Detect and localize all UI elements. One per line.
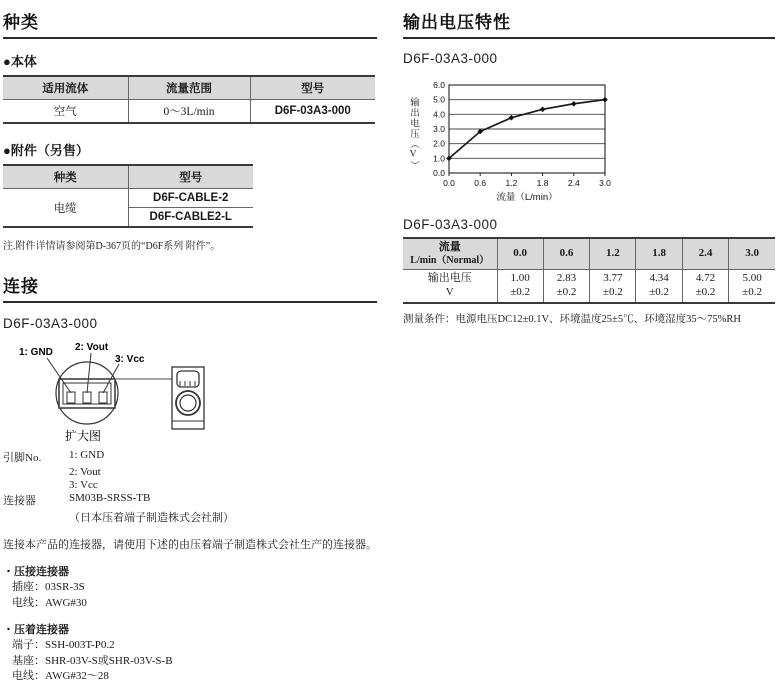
voltage-cell-0 <box>497 270 543 303</box>
svg-text:3.0: 3.0 <box>433 124 445 134</box>
svg-text:0.0: 0.0 <box>443 178 455 188</box>
cell-model: D6F-03A3-000 <box>250 100 375 124</box>
press-connector-block <box>3 623 377 685</box>
voltage-tolerance: ±0.2 <box>602 286 623 298</box>
flow-header-2: 1.2 <box>590 238 636 270</box>
flow-header-5: 3.0 <box>729 238 775 270</box>
voltage-tolerance: ±0.2 <box>695 286 716 298</box>
subsection-accessory: ●附件（另售） <box>3 143 89 158</box>
diagram-caption: 扩大图 <box>65 429 102 443</box>
corner-bottom: L/min（Normal） <box>410 254 490 266</box>
svg-text:2.0: 2.0 <box>433 138 445 149</box>
connector-row <box>3 492 377 508</box>
pin-assignment-block <box>3 449 377 525</box>
crimp-connector-block <box>3 565 377 611</box>
row-label-bottom: V <box>445 286 454 298</box>
svg-text:2.4: 2.4 <box>567 178 580 188</box>
svg-text:5.0: 5.0 <box>433 94 445 105</box>
pin-row <box>3 479 377 491</box>
cell-flow-range: 0～3L/min <box>128 100 250 124</box>
voltage-cell-4 <box>682 270 728 303</box>
output-voltage-chart <box>403 75 775 203</box>
diagram-pin1-label: 1: GND <box>19 347 53 358</box>
press-base: 基座：SHR-03V-S或SHR-03V-S-B <box>12 654 173 667</box>
voltage-value: 2.83 <box>556 272 577 285</box>
voltage-table <box>403 237 775 304</box>
diagram-pin2-label: 2: Vout <box>75 342 109 353</box>
section-title-connection: 连接 <box>3 270 377 303</box>
accessory-note: 注.附件详情请参阅第D-367页的“D6F系列 附件”。 <box>3 241 221 252</box>
header-flow-range: 流量范围 <box>128 76 250 100</box>
row-label-top: 输出电压 <box>427 272 472 285</box>
connection-paragraph: 连接本产品的连接器，请使用下述的由压着端子制造株式会社生产的连接器。 <box>3 539 377 551</box>
svg-text:6.0: 6.0 <box>433 80 445 90</box>
pin2-value: 2: Vout <box>69 466 101 478</box>
subsection-body: ●本体 <box>3 54 37 69</box>
right-column <box>403 6 775 326</box>
pin-row <box>3 466 377 478</box>
body-spec-table <box>3 75 375 124</box>
press-wire: 电线：AWG#32～28 <box>12 670 109 683</box>
voltage-value: 3.77 <box>603 272 623 285</box>
accessory-table <box>3 164 253 228</box>
flow-header-1: 0.6 <box>543 238 589 270</box>
connector-maker-row <box>3 509 377 525</box>
pin-no-label: 引脚No. <box>3 452 42 464</box>
table-header-row <box>3 165 253 189</box>
svg-text:3.0: 3.0 <box>599 178 611 188</box>
chart-y-axis-label: 输出电压（V） <box>408 97 418 171</box>
voltage-cell-3 <box>636 270 682 303</box>
table-header-row <box>3 76 375 100</box>
svg-text:1.0: 1.0 <box>433 153 445 164</box>
header-model: 型号 <box>128 165 253 189</box>
measurement-conditions-note: 测量条件：电源电压DC12±0.1V、环境温度25±5℃、环境湿度35～75%RH <box>403 313 741 325</box>
voltage-tolerance: ±0.2 <box>510 286 531 298</box>
section-title-types: 种类 <box>3 6 377 39</box>
row-label-cell <box>403 270 497 303</box>
svg-text:0.6: 0.6 <box>474 178 487 188</box>
cell-fluid: 空气 <box>3 100 128 124</box>
connector-model: SM03B-SRSS-TB <box>69 492 151 504</box>
crimp-socket: 插座：03SR-3S <box>12 581 85 594</box>
flow-header-3: 1.8 <box>636 238 682 270</box>
svg-text:1.8: 1.8 <box>536 178 549 188</box>
table-header-row <box>403 238 775 270</box>
voltage-value: 4.34 <box>649 272 669 285</box>
flow-header-4: 2.4 <box>682 238 728 270</box>
section-title-output-voltage: 输出电压特性 <box>403 6 775 39</box>
voltage-value: 5.00 <box>742 272 762 285</box>
cell-cable: 电缆 <box>3 189 128 228</box>
voltage-value: 1.00 <box>510 272 530 285</box>
voltage-tolerance: ±0.2 <box>742 286 762 298</box>
left-column <box>3 6 377 685</box>
voltage-value: 4.72 <box>695 272 716 285</box>
connector-maker: （日本压着端子制造株式会社制） <box>69 512 234 524</box>
crimp-title: ・压接连接器 <box>3 565 69 578</box>
corner-top: 流量 <box>438 241 461 253</box>
voltage-row <box>403 270 775 303</box>
crimp-wire: 电线：AWG#30 <box>12 596 87 609</box>
table-model: D6F-03A3-000 <box>403 217 498 232</box>
voltage-tolerance: ±0.2 <box>649 286 670 298</box>
table-row <box>3 189 253 208</box>
diagram-pin3-label: 3: Vcc <box>115 354 145 365</box>
svg-text:1.2: 1.2 <box>505 178 518 188</box>
svg-text:4.0: 4.0 <box>433 109 445 120</box>
spacer <box>3 509 69 525</box>
corner-header <box>403 238 497 270</box>
header-type: 种类 <box>3 165 128 189</box>
spacer <box>3 479 69 491</box>
voltage-cell-1 <box>543 270 589 303</box>
header-applicable-fluid: 适用流体 <box>3 76 128 100</box>
pin1-value: 1: GND <box>69 449 105 461</box>
connection-model: D6F-03A3-000 <box>3 316 98 331</box>
header-model: 型号 <box>250 76 375 100</box>
connector-diagram <box>3 341 375 445</box>
voltage-tolerance: ±0.2 <box>556 286 577 298</box>
pin3-value: 3: Vcc <box>69 479 98 491</box>
table-row <box>3 100 375 124</box>
svg-text:0.0: 0.0 <box>433 168 445 178</box>
connector-label: 连接器 <box>3 495 36 507</box>
sensor-device-icon <box>172 367 204 429</box>
spacer <box>3 466 69 478</box>
press-terminal: 端子：SSH-003T-P0.2 <box>12 639 115 652</box>
cell-cable-model-1: D6F-CABLE-2 <box>128 189 253 208</box>
chart-model: D6F-03A3-000 <box>403 51 498 66</box>
voltage-cell-2 <box>590 270 636 303</box>
cell-cable-model-2: D6F-CABLE2-L <box>128 208 253 228</box>
svg-text:流量（L/min）: 流量（L/min） <box>496 192 558 203</box>
pin-row <box>3 449 377 465</box>
voltage-cell-5 <box>729 270 775 303</box>
chart-canvas <box>419 75 649 203</box>
flow-header-0: 0.0 <box>497 238 543 270</box>
press-title: ・压着连接器 <box>3 624 69 637</box>
